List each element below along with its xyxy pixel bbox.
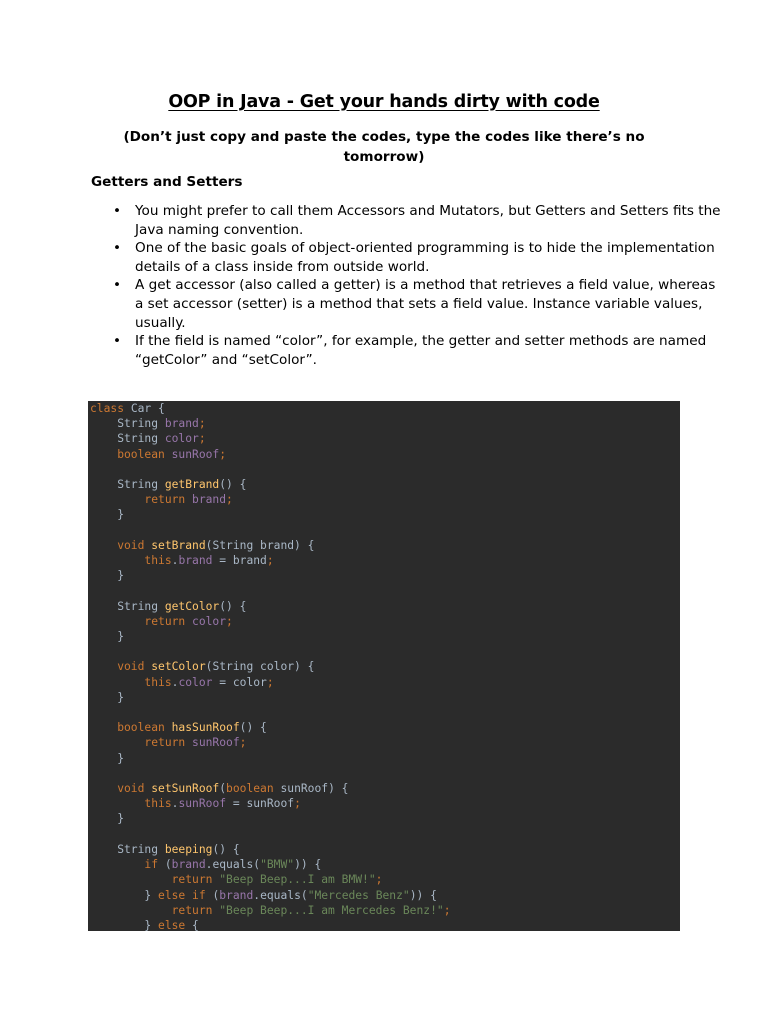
code-token: ; xyxy=(239,736,247,750)
code-token: ; xyxy=(294,797,301,811)
code-token: boolean xyxy=(90,447,172,461)
code-line xyxy=(90,583,680,598)
code-line xyxy=(90,614,680,629)
code-token: String xyxy=(90,478,165,492)
code-token: )) { xyxy=(294,858,322,872)
code-token: else xyxy=(158,918,193,931)
code-token: "BMW" xyxy=(260,858,295,872)
code-line xyxy=(90,659,680,674)
code-token: "Beep Beep...I am Mercedes Benz!" xyxy=(219,903,444,917)
code-token: (String brand) { xyxy=(205,538,315,552)
code-line xyxy=(90,507,680,522)
code-token: } xyxy=(90,569,125,583)
code-token: brand xyxy=(219,888,254,902)
bullet-item: • You might prefer to call them Accessors and Mutators, but Getters and Setters fits the Java naming convention. xyxy=(135,202,725,239)
code-token: ; xyxy=(198,417,206,431)
code-line xyxy=(90,675,680,690)
code-token: brand xyxy=(171,858,206,872)
bullet-item: • One of the basic goals of object-oriented programming is to hide the implementation details of a class inside from outside world. xyxy=(135,239,725,276)
code-token: getColor xyxy=(164,599,220,613)
code-token: if xyxy=(90,858,165,872)
code-token: ; xyxy=(226,614,233,628)
code-line xyxy=(90,599,680,614)
code-block xyxy=(88,401,680,931)
code-text xyxy=(88,401,680,931)
code-token: brand xyxy=(192,493,227,507)
code-token: ; xyxy=(266,675,274,689)
code-line xyxy=(90,629,680,644)
code-token: sunRoof xyxy=(171,447,220,461)
code-token: this xyxy=(90,797,172,811)
code-token: brand xyxy=(164,417,199,431)
code-token: sunRoof xyxy=(178,797,227,811)
code-token: color xyxy=(192,614,227,628)
code-token: setSunRoof xyxy=(151,782,220,796)
code-line xyxy=(90,492,680,507)
code-line xyxy=(90,568,680,583)
code-token: color xyxy=(178,675,213,689)
code-line xyxy=(90,751,680,766)
code-token: . xyxy=(171,554,179,568)
code-line xyxy=(90,872,680,887)
page-title: OOP in Java - Get your hands dirty with code xyxy=(168,92,600,112)
code-token: boolean xyxy=(226,782,281,796)
code-token: } xyxy=(90,630,125,644)
code-token: return xyxy=(90,903,220,917)
code-token: )) { xyxy=(409,888,437,902)
code-token: class xyxy=(90,402,131,415)
code-line xyxy=(90,888,680,903)
code-token: () { xyxy=(219,478,247,492)
code-token: void xyxy=(90,538,152,552)
code-token: sunRoof) { xyxy=(280,782,349,796)
code-token: ; xyxy=(226,493,233,507)
code-token: sunRoof xyxy=(192,736,240,750)
code-token: "Beep Beep...I am BMW!" xyxy=(219,873,376,887)
code-token: } xyxy=(90,918,159,931)
code-token: { xyxy=(192,918,199,931)
code-token: String xyxy=(90,599,165,613)
code-token: ; xyxy=(375,873,383,887)
code-line xyxy=(90,842,680,857)
code-token: else if xyxy=(158,888,213,902)
code-token: ; xyxy=(219,447,227,461)
code-token: = color xyxy=(212,675,267,689)
code-token: setBrand xyxy=(151,538,206,552)
code-token: return xyxy=(90,493,193,507)
bullet-list xyxy=(88,202,725,369)
code-token: return xyxy=(90,614,193,628)
code-token: } xyxy=(90,508,125,522)
code-token: String xyxy=(90,432,165,446)
code-token: .equals( xyxy=(253,888,308,902)
code-token: this xyxy=(90,554,172,568)
code-token: boolean xyxy=(90,721,172,735)
code-line xyxy=(90,553,680,568)
code-line xyxy=(90,447,680,462)
code-line xyxy=(90,903,680,918)
code-line xyxy=(90,477,680,492)
page-subtitle: (Don’t just copy and paste the codes, type the codes like there’s no tomorrow) xyxy=(123,129,645,165)
code-token: hasSunRoof xyxy=(171,721,240,735)
code-line xyxy=(90,918,680,931)
code-token: ; xyxy=(266,554,274,568)
code-line xyxy=(90,766,680,781)
bullet-item: • A get accessor (also called a getter) is a method that retrieves a field value, whereas a set accessor (setter) is a method that sets a field value. Instance variable values, usually. xyxy=(135,276,725,332)
code-token: color xyxy=(164,432,199,446)
code-token: = sunRoof xyxy=(226,797,295,811)
code-line xyxy=(90,827,680,842)
code-token: ( xyxy=(164,858,172,872)
code-token: } xyxy=(90,812,125,826)
code-token: ( xyxy=(212,888,220,902)
code-token: () { xyxy=(219,599,247,613)
code-line xyxy=(90,720,680,735)
code-token: getBrand xyxy=(164,478,220,492)
code-line xyxy=(90,523,680,538)
code-token: (String color) { xyxy=(205,660,315,674)
code-line xyxy=(90,857,680,872)
code-token: String xyxy=(90,417,165,431)
code-token: return xyxy=(90,873,220,887)
code-token: ; xyxy=(443,903,451,917)
code-token: void xyxy=(90,660,152,674)
code-token: = brand xyxy=(212,554,267,568)
code-token: } xyxy=(90,690,125,704)
code-token: void xyxy=(90,782,152,796)
code-token: String xyxy=(90,842,165,856)
code-line xyxy=(90,644,680,659)
code-line xyxy=(90,690,680,705)
code-token: } xyxy=(90,888,159,902)
code-token: return xyxy=(90,736,193,750)
code-line xyxy=(90,462,680,477)
code-line xyxy=(90,796,680,811)
code-token: } xyxy=(90,751,125,765)
code-token: Car { xyxy=(130,402,165,415)
code-token: this xyxy=(90,675,172,689)
code-line xyxy=(90,431,680,446)
code-line xyxy=(90,401,680,416)
code-token: () { xyxy=(239,721,267,735)
code-line xyxy=(90,735,680,750)
bullet-item: • If the field is named “color”, for example, the getter and setter methods are named “getColor” and “setColor”. xyxy=(135,332,725,369)
section-heading: Getters and Setters xyxy=(91,174,243,190)
code-line xyxy=(90,811,680,826)
code-line xyxy=(90,538,680,553)
code-token: . xyxy=(171,797,179,811)
code-token: .equals( xyxy=(205,858,261,872)
code-token: setColor xyxy=(151,660,206,674)
code-token: "Mercedes Benz" xyxy=(307,888,410,902)
code-token: ; xyxy=(198,432,206,446)
code-token: ( xyxy=(219,782,227,796)
code-token: . xyxy=(171,675,179,689)
code-token: beeping xyxy=(164,842,213,856)
code-line xyxy=(90,705,680,720)
code-token: brand xyxy=(178,554,213,568)
code-token: () { xyxy=(212,842,240,856)
code-line xyxy=(90,781,680,796)
code-line xyxy=(90,416,680,431)
